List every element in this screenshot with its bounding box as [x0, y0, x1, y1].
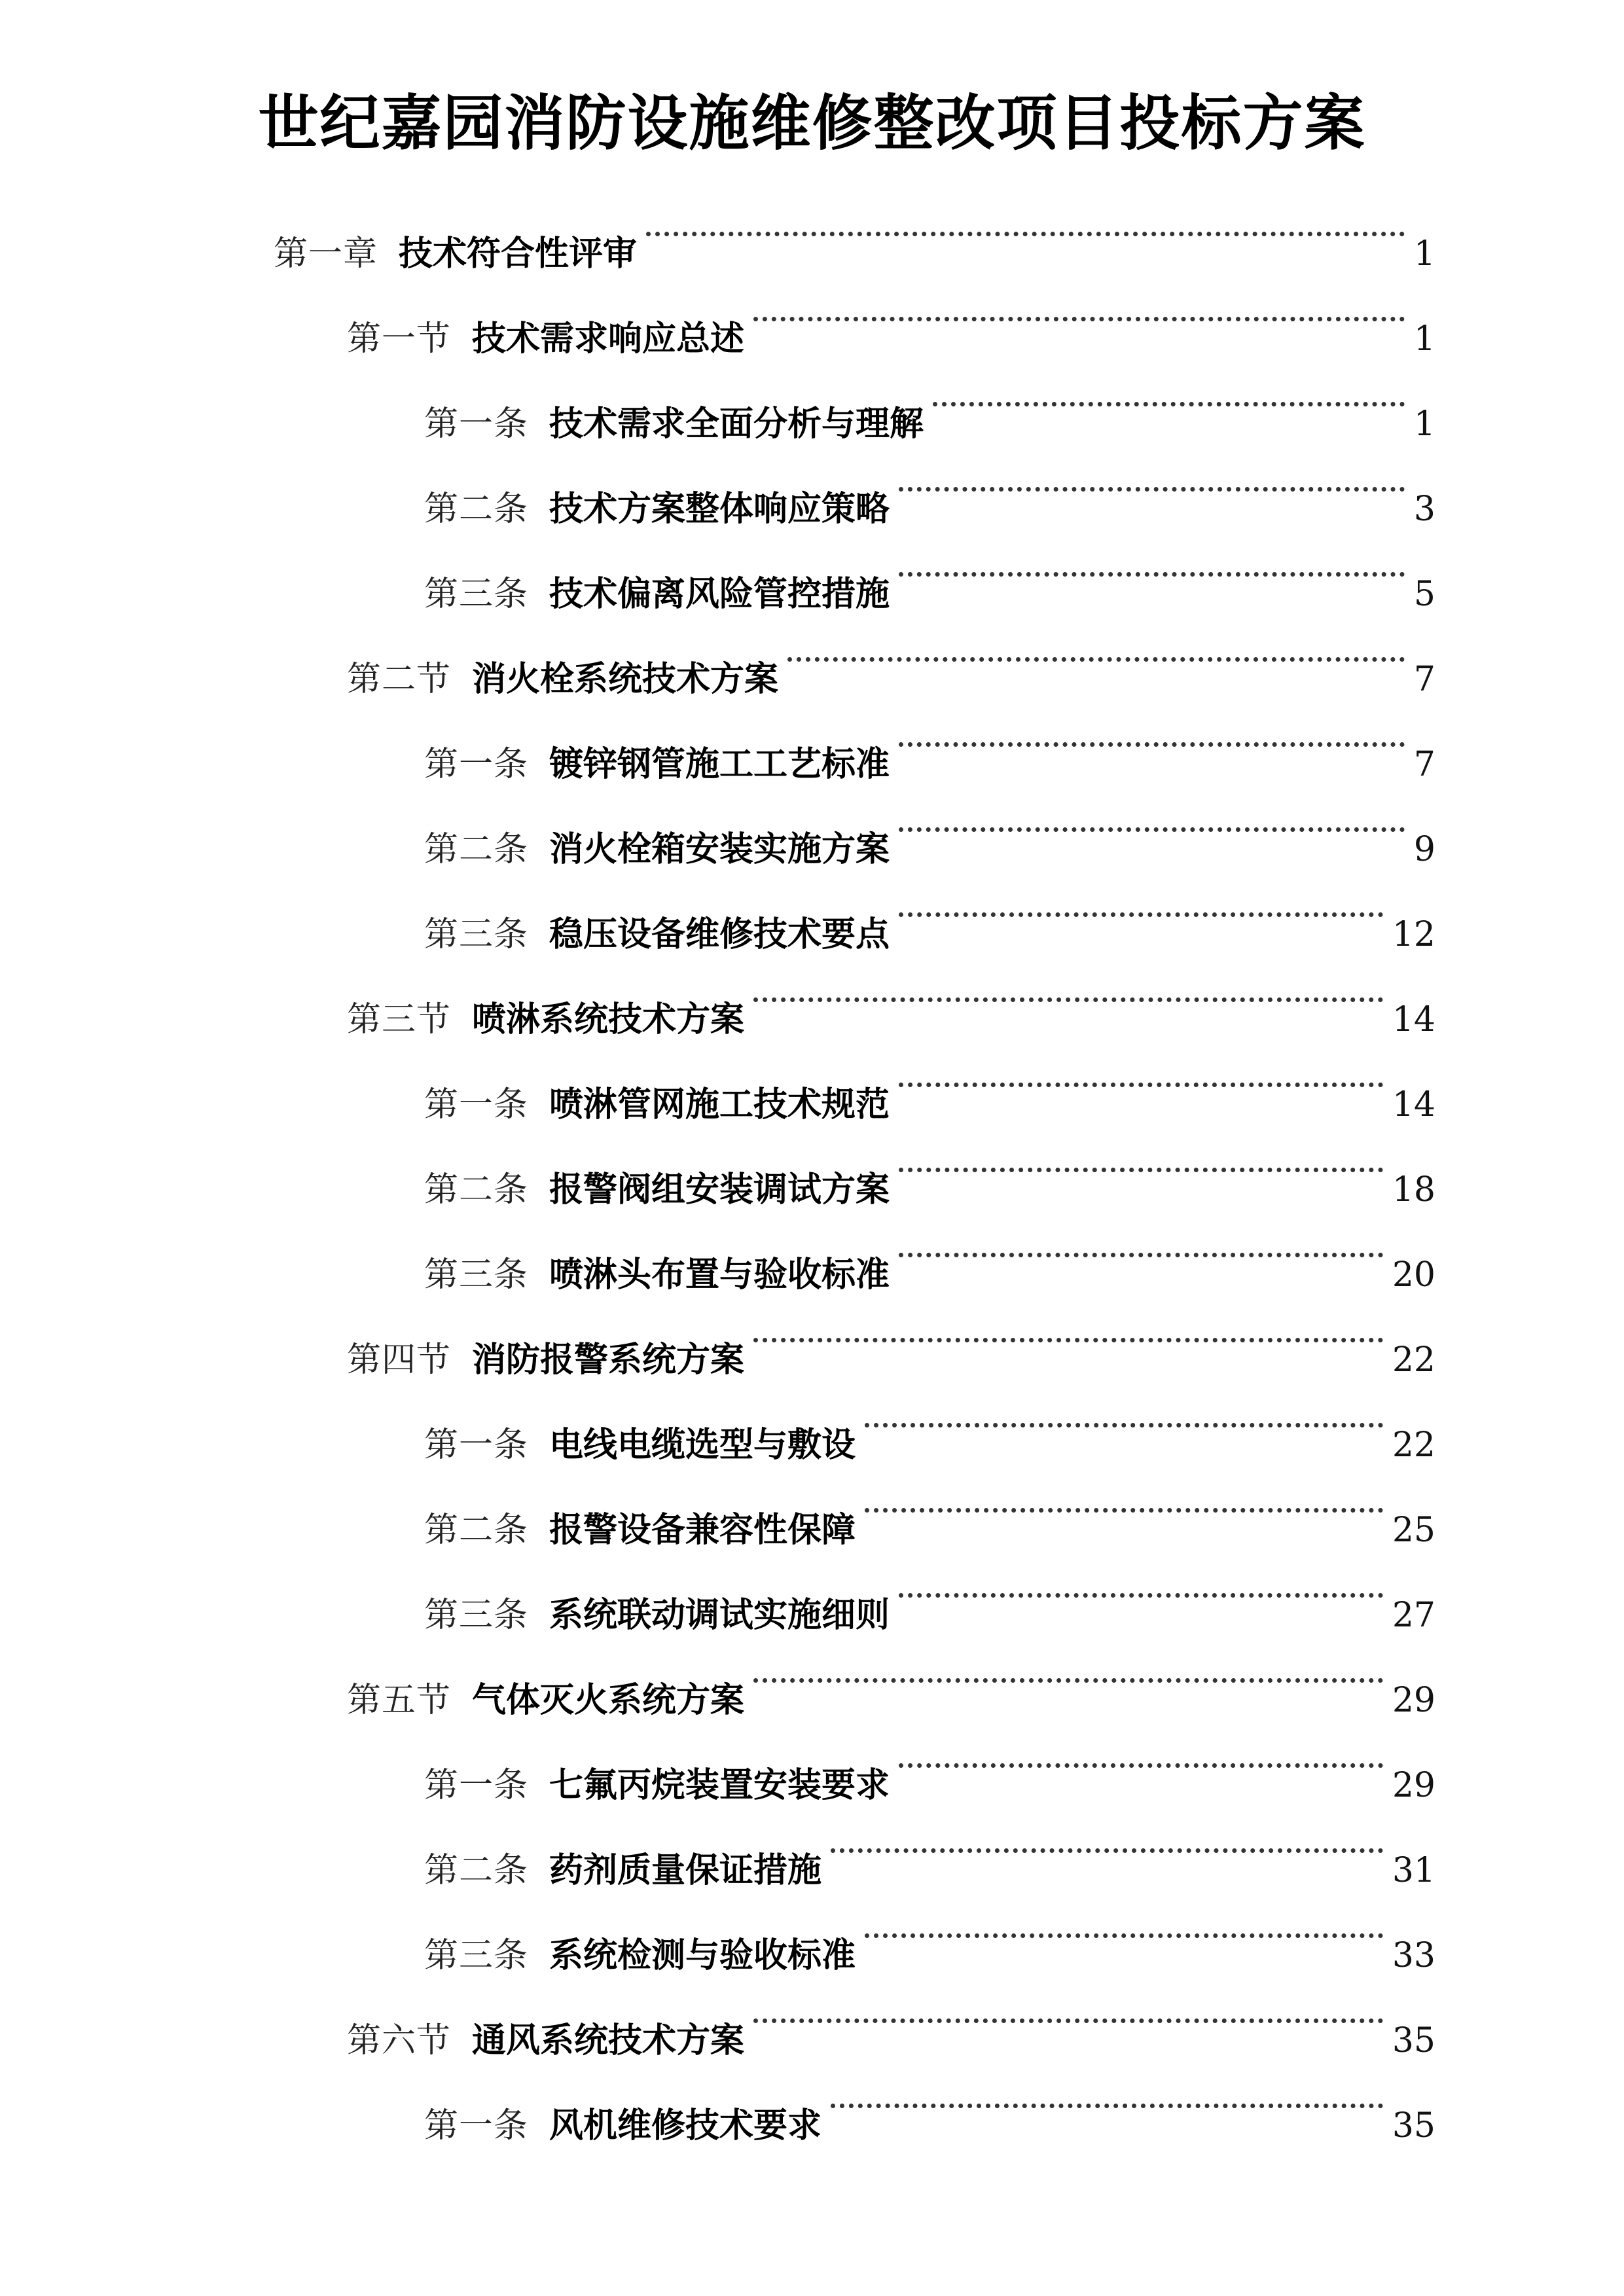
- toc-entry[interactable]: [424, 1031, 1435, 1124]
- toc-entry-title: 技术偏离风险管控措施: [549, 575, 890, 614]
- toc-entry-number: 第一条: [424, 745, 529, 784]
- toc-entry-title: 报警设备兼容性保障: [549, 1511, 856, 1550]
- toc-entry-title: 风机维修技术要求: [549, 2106, 822, 2145]
- toc-entry-title: 喷淋系统技术方案: [472, 1000, 745, 1039]
- toc-entry-number: 第三条: [424, 1936, 529, 1975]
- toc-entry[interactable]: [347, 1286, 1435, 1380]
- toc-entry-title: 喷淋头布置与验收标准: [549, 1255, 890, 1295]
- toc-entry-title: 喷淋管网施工技术规范: [549, 1085, 890, 1124]
- toc-entry-page: 12: [1392, 915, 1435, 954]
- toc-entry[interactable]: [424, 2052, 1435, 2145]
- toc-entry[interactable]: [424, 1882, 1435, 1975]
- toc-dot-leader: [865, 1456, 1383, 1541]
- toc-entry-page: 31: [1392, 1851, 1435, 1890]
- toc-entry[interactable]: [424, 861, 1435, 954]
- toc-entry-number: 第三条: [424, 1596, 529, 1635]
- toc-dot-leader: [753, 1967, 1383, 2052]
- toc-dot-leader: [787, 605, 1405, 691]
- toc-entry[interactable]: [424, 1201, 1435, 1295]
- toc-dot-leader: [899, 1116, 1383, 1201]
- toc-entry-title: 技术需求全面分析与理解: [549, 404, 924, 444]
- toc-entry-title: 气体灭火系统方案: [472, 1681, 745, 1720]
- toc-dot-leader: [899, 691, 1405, 776]
- toc-entry-page: 35: [1392, 2021, 1435, 2060]
- toc-entry[interactable]: [347, 265, 1435, 359]
- toc-entry-page: 3: [1413, 490, 1435, 529]
- toc-entry[interactable]: [424, 1116, 1435, 1210]
- toc-entry-page: 29: [1392, 1681, 1435, 1720]
- toc-entry-number: 第四节: [347, 1340, 452, 1380]
- toc-entry-page: 14: [1392, 1000, 1435, 1039]
- toc-dot-leader: [831, 1797, 1383, 1882]
- toc-entry-title: 技术需求响应总述: [472, 319, 745, 359]
- toc-entry-number: 第一章: [274, 234, 378, 274]
- toc-entry-number: 第二条: [424, 1511, 529, 1550]
- toc-entry-number: 第二条: [424, 1851, 529, 1890]
- toc-entry-number: 第一条: [424, 2106, 529, 2145]
- toc-entry-number: 第三节: [347, 1000, 452, 1039]
- toc-entry-page: 14: [1392, 1085, 1435, 1124]
- toc-dot-leader: [899, 861, 1383, 946]
- toc-entry[interactable]: [424, 1371, 1435, 1465]
- toc-dot-leader: [753, 946, 1383, 1031]
- toc-entry-title: 电线电缆选型与敷设: [549, 1426, 856, 1465]
- toc-entry-page: 25: [1392, 1511, 1435, 1550]
- toc-entry[interactable]: [424, 520, 1435, 614]
- toc-entry-title: 消火栓系统技术方案: [472, 660, 779, 699]
- toc-entry-number: 第二条: [424, 490, 529, 529]
- toc-entry-page: 27: [1392, 1596, 1435, 1635]
- toc-entry-page: 33: [1392, 1936, 1435, 1975]
- toc-entry[interactable]: [424, 776, 1435, 869]
- toc-entry-page: 7: [1413, 660, 1435, 699]
- toc-entry[interactable]: [347, 946, 1435, 1039]
- toc-dot-leader: [753, 1286, 1383, 1371]
- toc-entry[interactable]: [424, 1541, 1435, 1635]
- toc-entry-number: 第五节: [347, 1681, 452, 1720]
- toc-dot-leader: [899, 435, 1405, 520]
- toc-dot-leader: [899, 1201, 1383, 1286]
- toc-entry[interactable]: [424, 691, 1435, 784]
- toc-entry-number: 第二条: [424, 1170, 529, 1210]
- toc-dot-leader: [899, 1031, 1383, 1116]
- document-title: 世纪嘉园消防设施维修整改项目投标方案: [258, 88, 1366, 158]
- toc-entry-number: 第一条: [424, 1085, 529, 1124]
- toc-dot-leader: [899, 1712, 1383, 1797]
- toc-entry-title: 稳压设备维修技术要点: [549, 915, 890, 954]
- toc-entry-number: 第一条: [424, 1426, 529, 1465]
- toc-entry[interactable]: [347, 1967, 1435, 2060]
- toc-entry-title: 药剂质量保证措施: [549, 1851, 822, 1890]
- toc-entry-page: 20: [1392, 1255, 1435, 1295]
- toc-entry-title: 消防报警系统方案: [472, 1340, 745, 1380]
- toc-entry-number: 第二条: [424, 830, 529, 869]
- toc-dot-leader: [646, 180, 1405, 265]
- toc-entry[interactable]: [347, 1626, 1435, 1720]
- toc-dot-leader: [899, 520, 1405, 605]
- toc-entry-page: 35: [1392, 2106, 1435, 2145]
- toc-entry-number: 第二节: [347, 660, 452, 699]
- table-of-contents: [0, 180, 1624, 2144]
- toc-entry-page: 18: [1392, 1170, 1435, 1210]
- toc-entry-title: 技术符合性评审: [399, 234, 638, 274]
- toc-entry-number: 第六节: [347, 2021, 452, 2060]
- toc-entry-title: 镀锌钢管施工工艺标准: [549, 745, 890, 784]
- toc-entry-title: 系统联动调试实施细则: [549, 1596, 890, 1635]
- toc-entry[interactable]: [347, 605, 1435, 699]
- toc-dot-leader: [899, 1541, 1383, 1626]
- toc-entry-page: 7: [1413, 745, 1435, 784]
- toc-entry-page: 22: [1392, 1340, 1435, 1380]
- toc-entry-page: 9: [1413, 830, 1435, 869]
- toc-entry[interactable]: [274, 180, 1435, 274]
- toc-entry-number: 第一条: [424, 1766, 529, 1805]
- toc-entry[interactable]: [424, 1797, 1435, 1890]
- toc-entry[interactable]: [424, 435, 1435, 529]
- toc-entry[interactable]: [424, 1712, 1435, 1805]
- toc-dot-leader: [933, 350, 1405, 435]
- toc-entry-number: 第三条: [424, 1255, 529, 1295]
- toc-entry[interactable]: [424, 350, 1435, 444]
- toc-dot-leader: [753, 1626, 1383, 1712]
- toc-entry-page: 5: [1413, 575, 1435, 614]
- toc-entry-title: 七氟丙烷装置安装要求: [549, 1766, 890, 1805]
- toc-entry-number: 第一节: [347, 319, 452, 359]
- toc-entry-page: 22: [1392, 1426, 1435, 1465]
- toc-dot-leader: [831, 2052, 1383, 2137]
- toc-entry-title: 通风系统技术方案: [472, 2021, 745, 2060]
- toc-entry-page: 1: [1413, 404, 1435, 444]
- toc-entry-title: 系统检测与验收标准: [549, 1936, 856, 1975]
- toc-entry-page: 1: [1413, 234, 1435, 274]
- toc-entry-title: 报警阀组安装调试方案: [549, 1170, 890, 1210]
- toc-dot-leader: [865, 1882, 1383, 1967]
- toc-dot-leader: [753, 265, 1405, 350]
- toc-dot-leader: [865, 1371, 1383, 1456]
- toc-entry-page: 1: [1413, 319, 1435, 359]
- toc-entry-title: 技术方案整体响应策略: [549, 490, 890, 529]
- toc-entry-number: 第三条: [424, 915, 529, 954]
- toc-entry-number: 第三条: [424, 575, 529, 614]
- toc-entry-title: 消火栓箱安装实施方案: [549, 830, 890, 869]
- toc-entry[interactable]: [424, 1456, 1435, 1550]
- toc-dot-leader: [899, 776, 1405, 861]
- toc-entry-number: 第一条: [424, 404, 529, 444]
- toc-entry-page: 29: [1392, 1766, 1435, 1805]
